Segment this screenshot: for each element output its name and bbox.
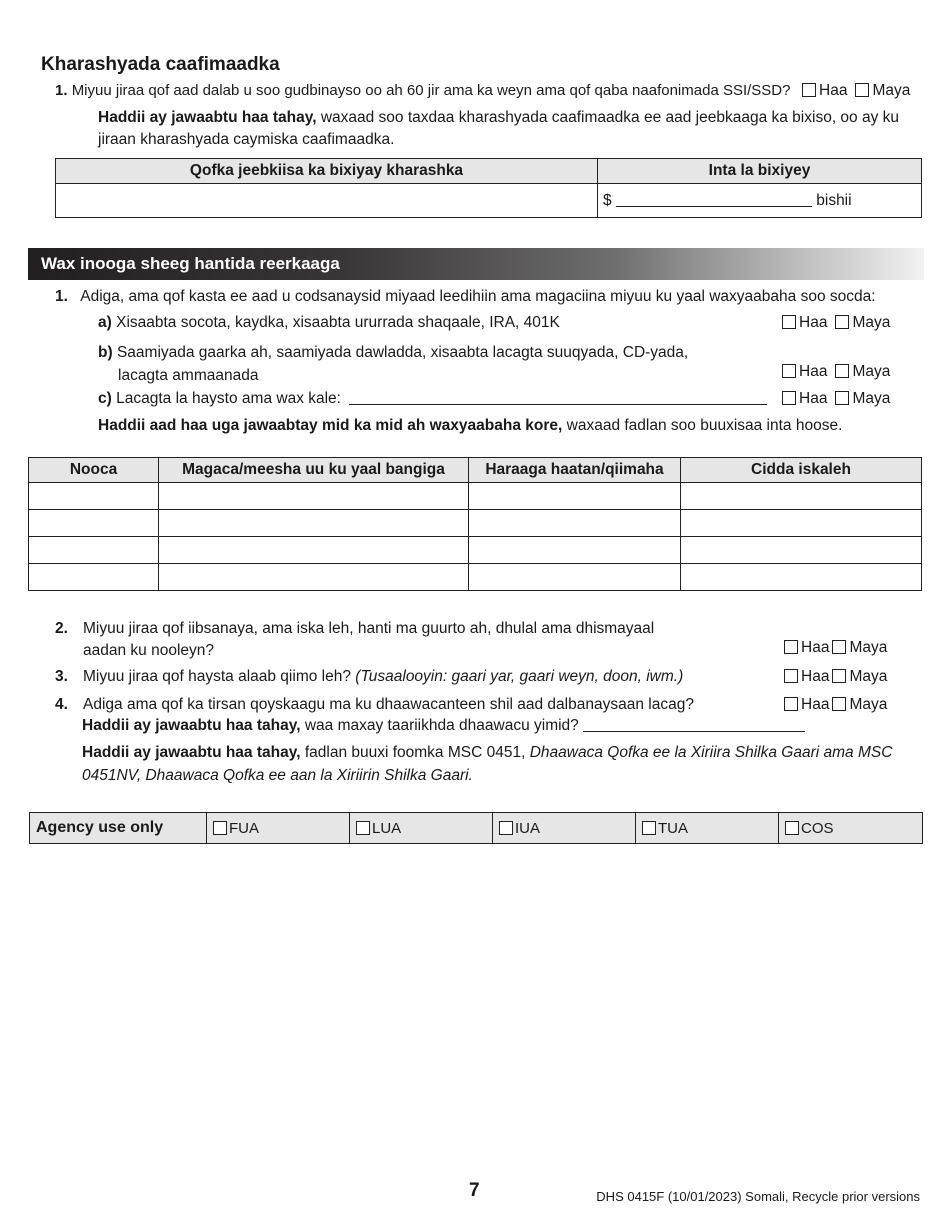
resources-item-b: b) Saamiyada gaarka ah, saamiyada dawladda, xisaabta lacagta suuqyada, CD-yada, lacagta ammaanada (98, 344, 689, 384)
column-header-payer: Qofka jeebkiisa ka bixiyay kharashka (56, 159, 598, 184)
form-id: DHS 0415F (10/01/2023) Somali, Recycle prior versions (596, 1189, 920, 1204)
agency-box-lua[interactable]: LUA (350, 813, 493, 844)
resources-question-3: 3. Miyuu jiraa qof haysta alaab qiimo leh? (Tusaalooyin: gaari yar, gaari weyn, doon, iwm.) (55, 668, 684, 685)
item-a-no-checkbox[interactable] (835, 315, 849, 329)
q2-no-checkbox[interactable] (832, 640, 846, 654)
item-c-blank[interactable] (349, 404, 767, 405)
amount-cell[interactable]: $ bishii (598, 184, 922, 218)
item-b-no-checkbox[interactable] (835, 364, 849, 378)
medical-heading: Kharashyada caafimaadka (41, 54, 280, 75)
agency-box-cos[interactable]: COS (779, 813, 923, 844)
agency-label: Agency use only (30, 813, 207, 844)
iua-checkbox[interactable] (499, 821, 513, 835)
q4-followup-form: Haddii ay jawaabtu haa tahay, fadlan buuxi foomka MSC 0451, Dhaawaca Qofka ee la Xiriira Shilka Gaari ama MSC 0451NV, Dhaawaca Qofka ee aan la Xiriirin Shilka Gaari. (82, 744, 893, 784)
item-a-answers: Haa Maya (782, 314, 890, 332)
q2-answers: Haa Maya (784, 639, 887, 657)
item-c-answers: Haa Maya (782, 390, 890, 408)
medical-q1-yes-checkbox[interactable] (802, 83, 816, 97)
item-c-no-checkbox[interactable] (835, 391, 849, 405)
item-b-answers: Haa Maya (782, 363, 890, 381)
agency-box-tua[interactable]: TUA (636, 813, 779, 844)
resources-item-c: c) Lacagta la haysto ama wax kale: (98, 390, 767, 408)
page-number: 7 (469, 1180, 480, 1201)
agency-use-bar (29, 812, 923, 844)
q2-yes-checkbox[interactable] (784, 640, 798, 654)
amount-blank[interactable] (616, 206, 812, 207)
medical-q1-no-checkbox[interactable] (855, 83, 869, 97)
table-row (29, 564, 922, 591)
medical-question-1: 1. Miyuu jiraa qof aad dalab u soo gudbinayso oo ah 60 jir ama ka weyn ama qof qaba naafonimada SSI/SSD? (55, 82, 791, 99)
q4-followup-date: Haddii ay jawaabtu haa tahay, waa maxay taariikhda dhaawacu yimid? (82, 717, 805, 735)
q3-yes-checkbox[interactable] (784, 669, 798, 683)
column-header-balance: Haraaga haatan/qiimaha (469, 458, 681, 483)
cos-checkbox[interactable] (785, 821, 799, 835)
resources-question-1: 1. Adiga, ama qof kasta ee aad u codsanaysid miyaad leedihiin ama magaciina miyuu ku yaal waxyaabaha soo socda: (55, 288, 876, 305)
lua-checkbox[interactable] (356, 821, 370, 835)
payer-cell[interactable] (56, 184, 598, 218)
injury-date-blank[interactable] (583, 731, 805, 732)
q3-no-checkbox[interactable] (832, 669, 846, 683)
table-row (29, 510, 922, 537)
q4-answers: Haa Maya (784, 696, 887, 714)
resources-item-a: a) Xisaabta socota, kaydka, xisaabta ururrada shaqaale, IRA, 401K (98, 314, 560, 331)
tua-checkbox[interactable] (642, 821, 656, 835)
resources-question-4: 4. Adiga ama qof ka tirsan qoyskaagu ma ku dhaawacanteen shil aad dalbanaysaan lacag? (55, 696, 694, 713)
column-header-bank: Magaca/meesha uu ku yaal bangiga (159, 458, 469, 483)
agency-box-iua[interactable]: IUA (493, 813, 636, 844)
resources-table (28, 457, 922, 591)
column-header-owner: Cidda iskaleh (681, 458, 922, 483)
item-a-yes-checkbox[interactable] (782, 315, 796, 329)
q4-yes-checkbox[interactable] (784, 697, 798, 711)
table-row (29, 483, 922, 510)
agency-box-fua[interactable]: FUA (207, 813, 350, 844)
resources-banner: Wax inooga sheeg hantida reerkaaga (28, 248, 924, 280)
column-header-type: Nooca (29, 458, 159, 483)
q3-answers: Haa Maya (784, 668, 887, 686)
item-c-yes-checkbox[interactable] (782, 391, 796, 405)
resources-question-2: 2. Miyuu jiraa qof iibsanaya, ama iska leh, hanti ma guurto ah, dhulal ama dhismayaal aadan ku nooleyn? (55, 620, 655, 659)
item-b-yes-checkbox[interactable] (782, 364, 796, 378)
q4-no-checkbox[interactable] (832, 697, 846, 711)
column-header-amount: Inta la bixiyey (598, 159, 922, 184)
medical-instruction: Haddii ay jawaabtu haa tahay, waxaad soo taxdaa kharashyada caafimaadka ee aad jeebkaaga ka bixiso, oo ay ku jiraan kharashyada caymiska caafimaadka. (98, 109, 900, 148)
medical-expenses-table (55, 158, 922, 218)
fua-checkbox[interactable] (213, 821, 227, 835)
medical-q1-answers: Haa Maya (802, 82, 910, 100)
resources-instruction: Haddii aad haa uga jawaabtay mid ka mid ah waxyaabaha kore, waxaad fadlan soo buuxisaa inta hoose. (98, 417, 843, 434)
table-row (29, 537, 922, 564)
